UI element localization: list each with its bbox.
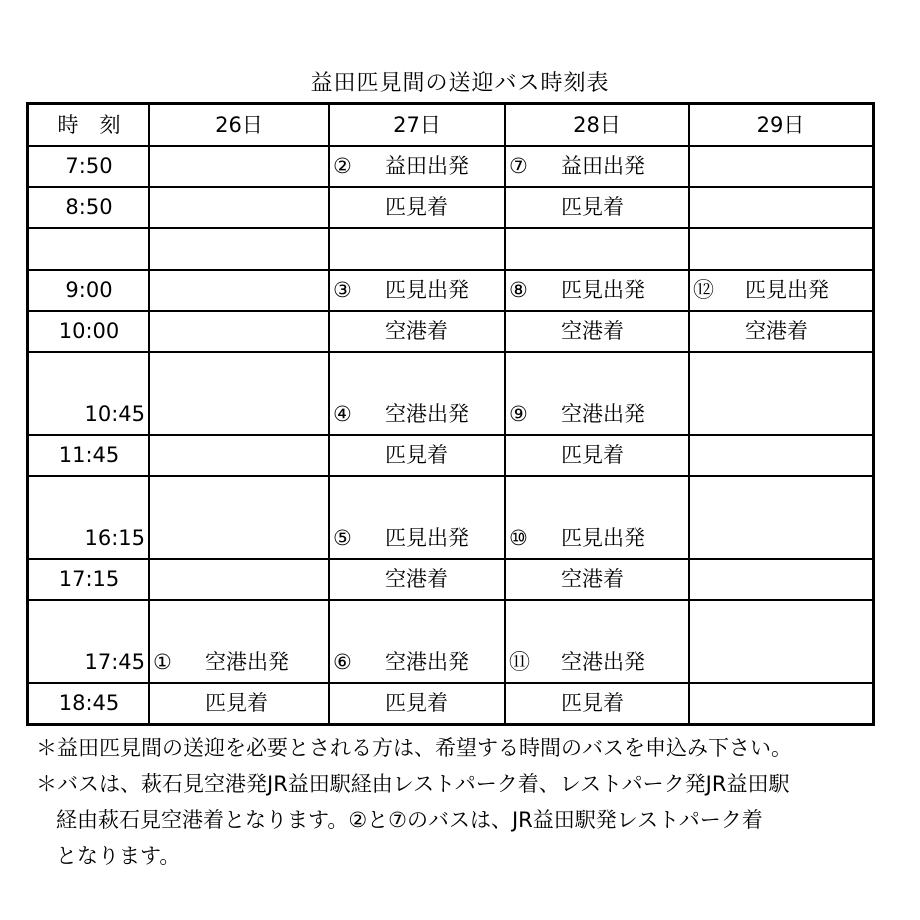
schedule-text: 匹見出発 (385, 526, 469, 550)
schedule-text: 匹見着 (385, 691, 448, 715)
schedule-cell (505, 683, 689, 724)
schedule-text: 空港着 (745, 319, 808, 343)
schedule-cell (689, 518, 872, 559)
schedule-cell (149, 311, 329, 352)
schedule-cell (149, 559, 329, 600)
notes (36, 730, 920, 874)
bus-number: ① (153, 650, 172, 674)
schedule-text: 匹見着 (205, 691, 268, 715)
bus-number: ③ (333, 278, 352, 302)
note-line: 経由萩石見空港着となります。②と⑦のバスは、JR益田駅発レストパーク着 (56, 808, 763, 832)
time-cell: 7:50 (65, 154, 113, 178)
timetable (26, 102, 875, 726)
schedule-cell (505, 187, 689, 228)
schedule-cell (689, 435, 872, 476)
schedule-cell (329, 311, 505, 352)
schedule-cell (689, 146, 872, 187)
time-cell: 8:50 (65, 195, 113, 219)
schedule-text: 空港出発 (561, 402, 645, 426)
schedule-text: 空港着 (561, 319, 624, 343)
bus-number: ⑧ (509, 278, 528, 302)
time-cell (29, 228, 149, 269)
schedule-text: 匹見出発 (745, 278, 829, 302)
time-cell: 9:00 (65, 278, 113, 302)
schedule-cell (329, 228, 505, 269)
header-day: 28日 (573, 113, 621, 137)
header-time: 時 刻 (57, 113, 121, 137)
schedule-cell (505, 642, 689, 683)
schedule-text: 空港着 (561, 567, 624, 591)
schedule-text: 益田出発 (385, 154, 469, 178)
page-title: 益田匹見間の送迎バス時刻表 (310, 71, 610, 96)
schedule-cell (689, 559, 872, 600)
header-day: 26日 (215, 113, 263, 137)
schedule-cell (505, 559, 689, 600)
schedule-cell (689, 270, 872, 311)
schedule-cell (149, 683, 329, 724)
bus-number: ② (333, 154, 352, 178)
schedule-cell (689, 642, 872, 683)
schedule-cell (149, 435, 329, 476)
time-cell: 18:45 (58, 691, 120, 715)
schedule-text: 匹見出発 (561, 278, 645, 302)
schedule-cell (149, 187, 329, 228)
schedule-cell (505, 270, 689, 311)
schedule-text: 匹見出発 (561, 526, 645, 550)
schedule-text: 空港出発 (205, 650, 289, 674)
bus-number: ⑨ (509, 402, 528, 426)
note-line: となります。 (56, 844, 181, 868)
schedule-cell (329, 642, 505, 683)
schedule-cell (689, 394, 872, 435)
schedule-cell (505, 146, 689, 187)
time-cell: 11:45 (58, 443, 120, 467)
bus-number: ⑪ (509, 650, 530, 674)
schedule-text: 空港出発 (561, 650, 645, 674)
schedule-cell (149, 518, 329, 559)
bus-number: ⑫ (693, 278, 714, 302)
schedule-cell (329, 394, 505, 435)
time-cell: 10:00 (58, 319, 120, 343)
schedule-cell (329, 435, 505, 476)
schedule-cell (689, 187, 872, 228)
schedule-text: 益田出発 (561, 154, 645, 178)
header-day: 29日 (756, 113, 805, 137)
schedule-text: 匹見着 (561, 443, 624, 467)
time-cell: 10:45 (84, 402, 145, 426)
schedule-cell (149, 270, 329, 311)
schedule-text: 空港着 (385, 567, 448, 591)
schedule-cell (329, 146, 505, 187)
bus-number: ⑥ (333, 650, 352, 674)
schedule-text: 匹見着 (385, 195, 448, 219)
schedule-cell (505, 311, 689, 352)
schedule-cell (505, 518, 689, 559)
bus-number: ⑦ (509, 154, 528, 178)
schedule-cell (149, 394, 329, 435)
schedule-cell (505, 228, 689, 269)
note-line: ＊バスは、萩石見空港発JR益田駅経由レストパーク着、レストパーク発JR益田駅 (36, 772, 790, 796)
schedule-text: 匹見着 (561, 195, 624, 219)
schedule-cell (689, 311, 872, 352)
schedule-cell (329, 518, 505, 559)
schedule-cell (149, 146, 329, 187)
schedule-text: 空港出発 (385, 650, 469, 674)
schedule-cell (505, 394, 689, 435)
schedule-cell (329, 683, 505, 724)
schedule-text: 匹見出発 (385, 278, 469, 302)
bus-number: ⑤ (333, 526, 352, 550)
schedule-cell (689, 228, 872, 269)
schedule-cell (149, 642, 329, 683)
header-day: 27日 (393, 113, 441, 137)
schedule-cell (505, 435, 689, 476)
schedule-cell (329, 270, 505, 311)
schedule-cell (329, 187, 505, 228)
time-cell: 17:45 (84, 650, 145, 674)
bus-number: ④ (333, 402, 352, 426)
schedule-cell (689, 683, 872, 724)
bus-number: ⑩ (509, 526, 528, 550)
note-line: ＊益田匹見間の送迎を必要とされる方は、希望する時間のバスを申込み下さい。 (36, 736, 792, 760)
schedule-text: 空港着 (385, 319, 448, 343)
schedule-text: 空港出発 (385, 402, 469, 426)
schedule-cell (329, 559, 505, 600)
schedule-cell (149, 228, 329, 269)
schedule-text: 匹見着 (385, 443, 448, 467)
schedule-text: 匹見着 (561, 691, 624, 715)
time-cell: 16:15 (84, 526, 145, 550)
time-cell: 17:15 (58, 567, 120, 591)
